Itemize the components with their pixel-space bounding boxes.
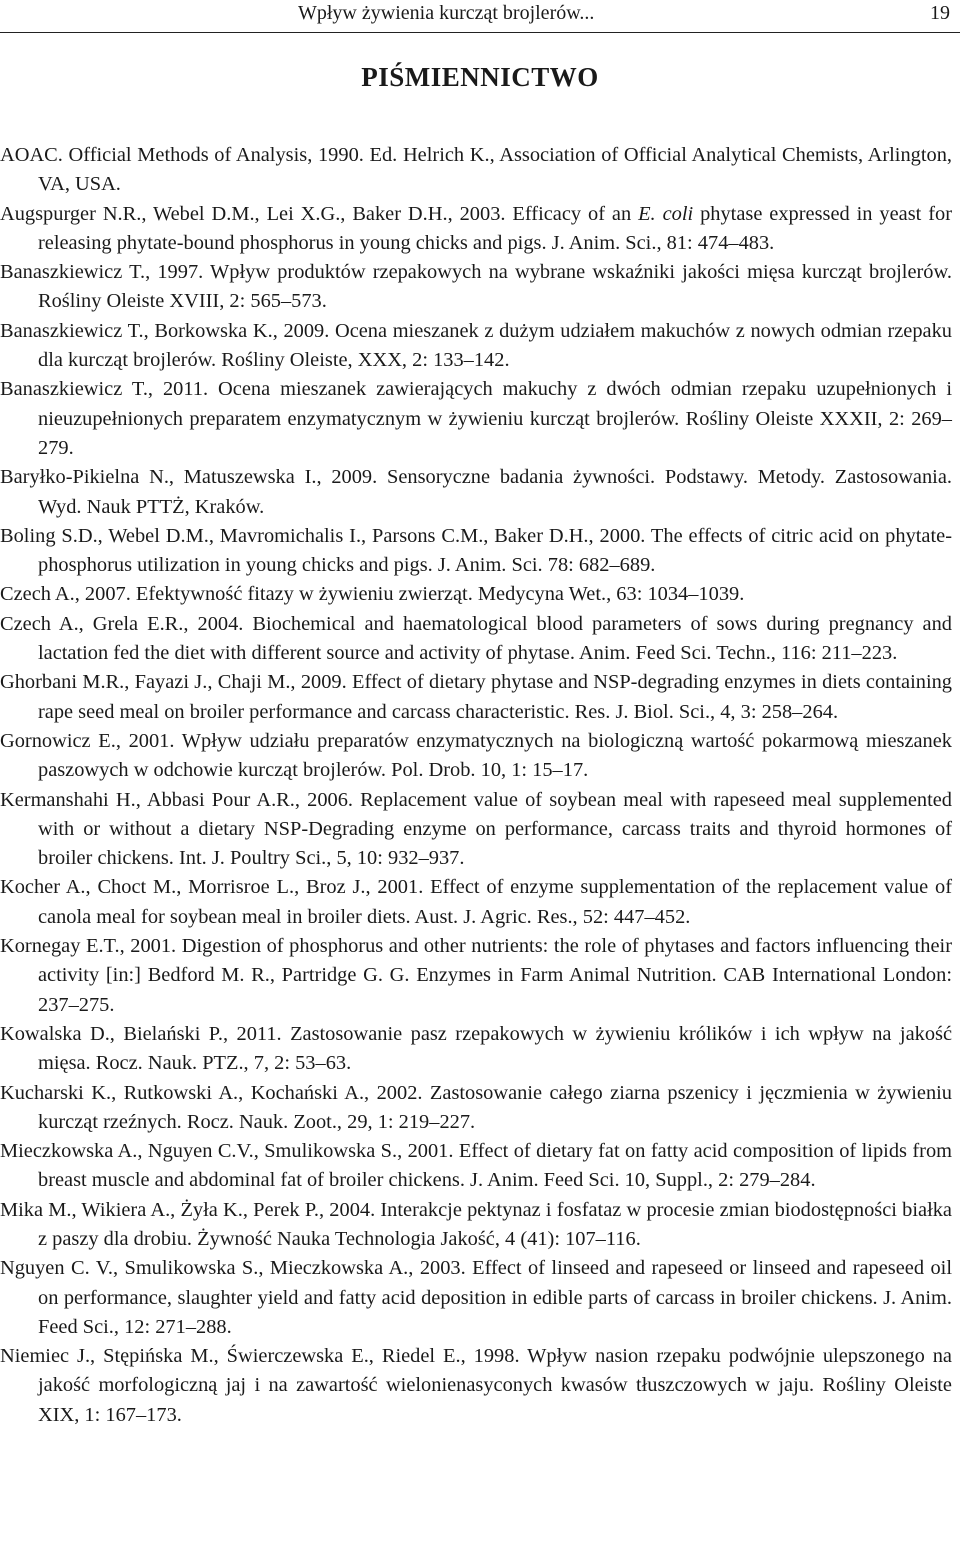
- reference-text: Kucharski K., Rutkowski A., Kochański A., 2002. Zastosowanie całego ziarna pszenicy i jęczmienia w żywieniu kurcząt rzeźnych. Rocz. Nauk. Zoot., 29, 1: 219–227.: [0, 1081, 952, 1133]
- reference-text: Banaszkiewicz T., 2011. Ocena mieszanek zawierających makuchy z dwóch odmian rzepaku uzupełnionych i nieuzupełnionych preparatem enzymatycznym w żywieniu kurcząt brojlerów. Rośliny Oleiste XXXII, 2: 269–279.: [0, 378, 952, 459]
- reference-entry: [0, 1254, 952, 1342]
- reference-text: phytase expressed in yeast for releasing phytate-bound phosphorus in young chicks and pigs. J. Anim. Sci., 81: 474–483.: [38, 202, 952, 254]
- reference-text: Banaszkiewicz T., 1997. Wpływ produktów rzepakowych na wybrane wskaźniki jakości mięsa kurcząt brojlerów. Rośliny Oleiste XVIII, 2: 565–573.: [0, 261, 952, 313]
- reference-list: [0, 141, 952, 1430]
- reference-entry: [0, 1342, 952, 1430]
- reference-text: Kocher A., Choct M., Morrisroe L., Broz J., 2001. Effect of enzyme supplementation of the replacement value of canola meal for soybean meal in broiler diets. Aust. J. Agric. Res., 52: 447–452.: [0, 876, 952, 928]
- reference-text: Gornowicz E., 2001. Wpływ udziału preparatów enzymatycznych na biologiczną wartość pokarmową mieszanek paszowych w odchowie kurcząt brojlerów. Pol. Drob. 10, 1: 15–17.: [0, 729, 952, 782]
- reference-entry: [0, 522, 952, 581]
- reference-text: Kornegay E.T., 2001. Digestion of phosphorus and other nutrients: the role of phytases and factors influencing their activity [in:] Bedford M. R., Partridge G. G. Enzymes in Farm Animal Nutrition. CAB International London: 237–275.: [0, 935, 952, 1016]
- reference-italic-term: E. coli: [638, 202, 694, 225]
- page-number: 19: [930, 2, 950, 24]
- reference-text: Ghorbani M.R., Fayazi J., Chaji M., 2009. Effect of dietary phytase and NSP-degrading enzymes in diets containing rape seed meal on broiler performance and carcass characteristic. Res. J. Biol. Sci., 4, 3: 258–264.: [0, 671, 952, 723]
- reference-entry: [0, 1020, 952, 1079]
- reference-text: Mieczkowska A., Nguyen C.V., Smulikowska S., 2001. Effect of dietary fat on fatty acid composition of lipids from breast muscle and abdominal fat of broiler chickens. J. Anim. Feed Sci. 10, Suppl., 2: 279–284.: [0, 1140, 952, 1192]
- reference-entry: [0, 1137, 952, 1196]
- reference-entry: [0, 932, 952, 1020]
- reference-entry: [0, 668, 952, 727]
- reference-entry: [0, 375, 952, 463]
- running-header: [0, 0, 960, 33]
- reference-entry: [0, 1079, 952, 1138]
- reference-entry: [0, 141, 952, 200]
- reference-entry: [0, 317, 952, 376]
- reference-text: Banaszkiewicz T., Borkowska K., 2009. Ocena mieszanek z dużym udziałem makuchów z nowych odmian rzepaku dla kurcząt brojlerów. Rośliny Oleiste, XXX, 2: 133–142.: [0, 319, 952, 372]
- reference-entry: [0, 1196, 952, 1255]
- reference-entry: [0, 610, 952, 669]
- reference-text: Kowalska D., Bielański P., 2011. Zastosowanie pasz rzepakowych w żywieniu królików i ich wpływ na jakość mięsa. Rocz. Nauk. PTZ., 7, 2: 53–63.: [0, 1022, 952, 1075]
- reference-text: Niemiec J., Stępińska M., Świerczewska E., Riedel E., 1998. Wpływ nasion rzepaku podwójnie ulepszonego na jakość morfologiczną jaj i na zawartość wielonienasyconych kwasów tłuszczowych w jaju. Rośliny Oleiste XIX, 1: 167–173.: [0, 1345, 952, 1426]
- running-title: Wpływ żywienia kurcząt brojlerów...: [298, 2, 595, 24]
- reference-text: Augspurger N.R., Webel D.M., Lei X.G., Baker D.H., 2003. Efficacy of an: [0, 202, 639, 225]
- reference-entry: [0, 463, 952, 522]
- reference-text: Baryłko-Pikielna N., Matuszewska I., 2009. Sensoryczne badania żywności. Podstawy. Metody. Zastosowania. Wyd. Nauk PTTŻ, Kraków.: [0, 466, 952, 518]
- reference-text: AOAC. Official Methods of Analysis, 1990. Ed. Helrich K., Association of Official Analytical Chemists, Arlington, VA, USA.: [0, 144, 952, 196]
- reference-text: Mika M., Wikiera A., Żyła K., Perek P., 2004. Interakcje pektynaz i fosfataz w procesie zmian biodostępności białka z paszy dla drobiu. Żywność Nauka Technologia Jakość, 4 (41): 107–116.: [0, 1198, 952, 1250]
- reference-entry: [0, 258, 952, 317]
- reference-text: Nguyen C. V., Smulikowska S., Mieczkowska A., 2003. Effect of linseed and rapeseed or linseed and rapeseed oil on performance, slaughter yield and fatty acid deposition in edible parts of carcass in broiler chickens. J. Anim. Feed Sci., 12: 271–288.: [0, 1257, 952, 1338]
- reference-text: Czech A., Grela E.R., 2004. Biochemical and haematological blood parameters of sows during pregnancy and lactation fed the diet with different source and activity of phytase. Anim. Feed Sci. Techn., 116: 211–223.: [0, 612, 952, 665]
- reference-entry: [0, 727, 952, 786]
- section-title: PIŚMIENNICTWO: [361, 62, 599, 92]
- reference-entry: [0, 200, 952, 259]
- reference-text: Czech A., 2007. Efektywność fitazy w żywieniu zwierząt. Medycyna Wet., 63: 1034–1039.: [0, 583, 745, 606]
- reference-entry: [0, 580, 952, 609]
- reference-entry: [0, 873, 952, 932]
- reference-entry: [0, 786, 952, 874]
- reference-text: Kermanshahi H., Abbasi Pour A.R., 2006. Replacement value of soybean meal with rapeseed meal supplemented with or without a dietary NSP-Degrading enzyme on performance, carcass traits and thyroid hormones of broiler chickens. Int. J. Poultry Sci., 5, 10: 932–937.: [0, 788, 952, 870]
- reference-text: Boling S.D., Webel D.M., Mavromichalis I., Parsons C.M., Baker D.H., 2000. The effects of citric acid on phytate-phosphorus utilization in young chicks and pigs. J. Anim. Sci. 78: 682–689.: [0, 524, 952, 577]
